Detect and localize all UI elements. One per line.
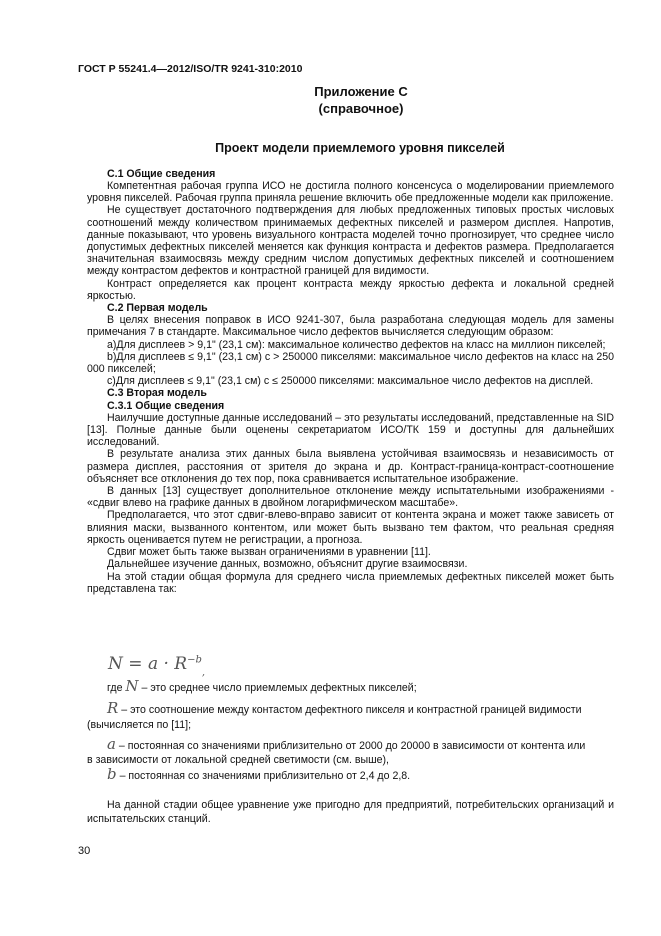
formula-comma: , bbox=[201, 667, 206, 678]
paragraph: На данной стадии общее уравнение уже пригодно для предприятий, потребительских организаций и испытательских станций. bbox=[87, 799, 614, 825]
formula bbox=[108, 654, 205, 678]
definition-a-cont: в зависимости от локальной средней светимости (см. выше), bbox=[87, 754, 390, 766]
definition-a bbox=[87, 737, 617, 754]
definition-text: – постоянная со значениями приблизительно от 2,4 до 2,8. bbox=[119, 770, 411, 782]
definition-n bbox=[107, 679, 617, 696]
section-heading: С.1 Общие сведения bbox=[107, 168, 216, 180]
list-item: c)Для дисплеев ≤ 9,1" (23,1 см) с ≤ 250000 пикселями: максимальное число дефектов на дисплей. bbox=[107, 375, 594, 388]
subsection-heading: С.3.1 Общие сведения bbox=[107, 399, 225, 412]
formula-equals: = bbox=[128, 654, 143, 674]
formula-dot: · bbox=[163, 654, 169, 674]
section-heading: С.2 Первая модель bbox=[107, 302, 208, 315]
page-number: 30 bbox=[78, 845, 91, 857]
symbol-a: a bbox=[107, 735, 116, 753]
paragraph: Дальнейшее изучение данных, возможно, объяснит другие взаимосвязи. bbox=[107, 558, 468, 571]
formula-a: a bbox=[147, 654, 159, 674]
formula-exponent: −b bbox=[187, 654, 202, 666]
paragraph: В результате анализа этих данных была выявлена устойчивая взаимосвязь и независимость от размера дисплея, расстояния от зрителя до экрана и др. Контраст-граница-контраст-соотношение объясняет все отклонения до тех пор, пока сравнивается испытательное изображение. bbox=[87, 448, 614, 485]
list-item: b)Для дисплеев ≤ 9,1" (23,1 см) с > 250000 пикселями: максимальное число дефектов на класс на 250 000 пикселей; bbox=[87, 350, 614, 376]
definition-text: – это среднее число приемлемых дефектных пикселей; bbox=[141, 682, 417, 694]
section-c1-body bbox=[87, 180, 614, 595]
paragraph: Предполагается, что этот сдвиг-влево-вправо зависит от контента экрана и может также зависеть от влияния маски, вызванного контентом, или может быть вызвано тем фактом, что реальная средняя яркость оценивается путем не регистрации, а прогноза. bbox=[87, 509, 614, 546]
paragraph: Контраст определяется как процент контраста между яркостью дефекта и локальной средней яркостью. bbox=[87, 277, 614, 302]
where-label: где bbox=[107, 682, 123, 694]
section-heading: С.3 Вторая модель bbox=[107, 387, 207, 400]
definition-b bbox=[87, 767, 617, 784]
definition-text: – постоянная со значениями приблизительно от 2000 до 20000 в зависимости от контента или bbox=[118, 740, 586, 752]
document-title: Проект модели приемлемого уровня пикселей bbox=[215, 141, 505, 155]
section-c1 bbox=[107, 168, 614, 180]
symbol-b: b bbox=[107, 765, 117, 783]
paragraph: На этой стадии общая формула для среднего числа приемлемых дефектных пикселей может быть представлена так: bbox=[87, 570, 614, 595]
paragraph: Компетентная рабочая группа ИСО не достигла полного консенсуса о моделировании приемлемого уровня пикселей. Рабочая группа приняла решение включить обе предложенные модели как приложение. bbox=[87, 180, 614, 205]
definition-r bbox=[87, 701, 617, 718]
paragraph: Наилучшие доступные данные исследований – это результаты исследований, представленные на SID [13]. Полные данные были оценены секретариатом ИСО/ТК 159 и доступны для дальнейших исследований. bbox=[87, 411, 614, 449]
paragraph: В целях внесения поправок в ИСО 9241-307, была разработана следующая модель для замены примечания 7 в стандарте. Максимальное число дефектов вычисляется следующим образом: bbox=[87, 314, 614, 339]
formula-n: N bbox=[108, 654, 123, 674]
paragraph: Сдвиг может быть также вызван ограничениями в уравнении [11]. bbox=[107, 546, 431, 559]
appendix-subtitle: (справочное) bbox=[318, 101, 404, 116]
symbol-n: N bbox=[125, 677, 139, 695]
paragraph: Не существует достаточного подтверждения для любых предложенных типовых простых числовых соотношений между количеством принимаемых дефектных пикселей и размером дисплея. Напротив, данные показывают, что уровень визуального контраста моделей точно прогнозирует, что среднее число допустимых дефектных пикселей меняется как функция контраста и дефектов размера. Предполагается значительная взаимосвязь между средним числом допустимых дефектных пикселей и соотношением между контрастом дефектов и контрастной границей для видимости. bbox=[87, 204, 614, 278]
list-item: а)Для дисплеев > 9,1" (23,1 см): максимальное количество дефектов на класс на миллион пикселей; bbox=[107, 338, 606, 351]
closing-paragraph bbox=[87, 798, 614, 826]
symbol-r: R bbox=[107, 699, 119, 717]
formula-r: R bbox=[174, 654, 188, 674]
document-header: ГОСТ Р 55241.4—2012/ISO/TR 9241-310:2010 bbox=[78, 63, 303, 75]
definition-text: – это соотношение между контастом дефектного пикселя и контрастной границей видимости bbox=[121, 704, 582, 716]
definition-r-cont: (вычисляется по [11]; bbox=[87, 719, 192, 731]
appendix-title: Приложение С bbox=[314, 84, 408, 99]
paragraph: В данных [13] существует дополнительное отклонение между испытательными изображениями - «сдвиг влево на графике данных в двойном логарифмическом масштабе». bbox=[87, 485, 614, 510]
